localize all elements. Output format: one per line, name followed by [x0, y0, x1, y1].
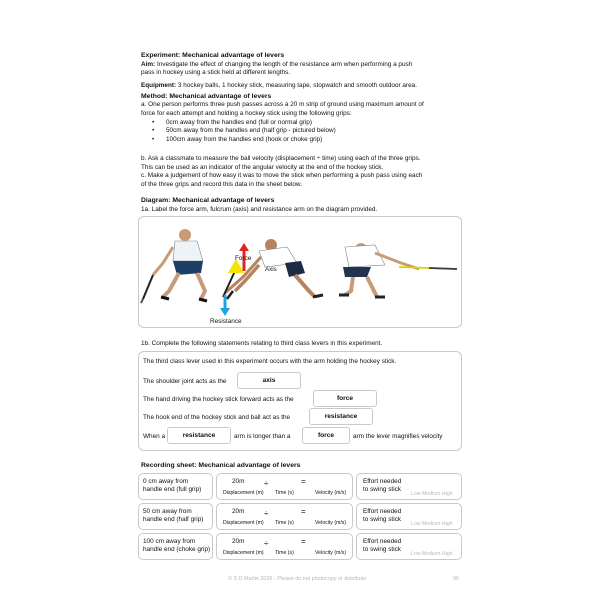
divide-sign: ÷	[264, 509, 269, 518]
grip-label-line-1: 0 cm away from	[143, 478, 189, 485]
equipment-line	[141, 82, 417, 91]
velocity-label: Velocity (m/s)	[315, 490, 347, 496]
method-a-line-2: force for each attempt and holding a hockey stick using the following grips:	[141, 109, 352, 117]
velocity-label: Velocity (m/s)	[315, 520, 347, 526]
time-label: Time (s)	[275, 520, 294, 526]
aim-line-2: pass in hockey using a stick held at different lengths.	[141, 69, 291, 76]
displacement-value: 20m	[232, 478, 245, 485]
answer-box-resistance[interactable]: resistance	[309, 408, 373, 425]
displacement-value: 20m	[232, 538, 245, 545]
axis-label: Axis	[265, 266, 277, 273]
method-title: Method: Mechanical advantage of levers	[141, 93, 272, 100]
effort-scale: Low Medium High	[411, 551, 453, 557]
recording-title: Recording sheet: Mechanical advantage of levers	[141, 462, 301, 469]
diagram-instruction: 1a. Label the force arm, fulcrum (axis) and resistance arm on the diagram provided.	[141, 205, 378, 213]
divide-sign: ÷	[264, 539, 269, 548]
method-b-line-1: b. Ask a classmate to measure the ball velocity (displacement ÷ time) using each of the three grips.	[141, 155, 421, 162]
statement-line-5-suffix: arm the lever magnifies velocity	[353, 433, 443, 440]
velocity-calc-cell[interactable]	[216, 503, 353, 530]
answer-box-force-arm[interactable]: force	[302, 427, 350, 444]
statement-line-1: The third class lever used in this experiment occurs with the arm holding the hockey stick.	[143, 358, 397, 365]
divide-sign: ÷	[264, 479, 269, 488]
statement-line-3-prefix: The hand driving the hockey stick forward acts as the	[143, 396, 294, 403]
displacement-value: 20m	[232, 508, 245, 515]
statements-instruction: 1b. Complete the following statements relating to third class levers in this experiment.	[141, 340, 383, 347]
effort-line-2: to swing stick	[363, 486, 402, 493]
time-label: Time (s)	[275, 490, 294, 496]
experiment-title: Experiment: Mechanical advantage of levers	[141, 52, 285, 59]
effort-cell[interactable]	[356, 503, 462, 530]
equals-sign: =	[301, 507, 306, 516]
page-number: 95	[453, 576, 459, 582]
effort-cell[interactable]	[356, 533, 462, 560]
grip-label-line-1: 100 cm away from	[143, 538, 196, 545]
statement-line-2-prefix: The shoulder joint acts as the	[143, 378, 227, 385]
grip-item: • 0cm away from the handles end (full or normal grip)	[152, 119, 336, 127]
statement-line-5-middle: arm is longer than a	[234, 433, 291, 440]
effort-line-2: to swing stick	[363, 516, 402, 523]
method-c-line-1: c. Make a judgement of how easy it was to move the stick when performing a push pass using each	[141, 172, 423, 179]
displacement-label: Displacement (m)	[223, 490, 264, 496]
velocity-calc-cell[interactable]	[216, 473, 353, 500]
resistance-label: Resistance	[210, 318, 242, 325]
force-label: Force	[235, 255, 252, 262]
method-a-line-1: a. One person performs three push passes across a 20 m strip of ground using maximum amount of	[141, 101, 424, 108]
grip-cell	[138, 503, 213, 530]
force-arrow-icon	[239, 243, 249, 251]
diagram-panel	[138, 216, 462, 328]
grip-cell	[138, 533, 213, 560]
player-1-figure	[141, 229, 207, 303]
effort-line-1: Effort needed	[363, 478, 402, 485]
answer-box-axis[interactable]: axis	[237, 372, 301, 389]
method-c-line-2: of the three grips and record this data in the sheet below.	[141, 180, 302, 188]
displacement-label: Displacement (m)	[223, 550, 264, 556]
effort-line-1: Effort needed	[363, 508, 402, 515]
grip-label-line-2: handle end (full grip)	[143, 486, 202, 493]
equipment-text: 3 hockey balls, 1 hockey stick, measuring tape, stopwatch and smooth outdoor area.	[176, 82, 418, 89]
grip-label-line-2: handle end (choke grip)	[143, 546, 211, 553]
effort-scale: Low Medium High	[411, 521, 453, 527]
displacement-label: Displacement (m)	[223, 520, 264, 526]
statements-panel	[138, 351, 462, 451]
statement-line-5-prefix: When a	[143, 433, 166, 440]
method-b-line-2: This can be used as an indicator of the angular velocity at the end of the hockey stick.	[141, 163, 384, 171]
statement-line-4-prefix: The hook end of the hockey stick and ball act as the	[143, 414, 291, 421]
player-3-figure	[339, 243, 457, 297]
aim-label: Aim:	[141, 61, 156, 68]
answer-box-resistance-arm[interactable]: resistance	[167, 427, 231, 444]
hockey-players-illustration	[139, 217, 461, 327]
effort-line-2: to swing stick	[363, 546, 402, 553]
velocity-calc-cell[interactable]	[216, 533, 353, 560]
copyright-notice: © S D Martin 2026 - Please do not photocopy or distribute	[228, 576, 367, 582]
grip-item: • 50cm away from the handles end (half grip - pictured below)	[152, 127, 336, 135]
time-label: Time (s)	[275, 550, 294, 556]
grip-label-line-1: 50 cm away from	[143, 508, 192, 515]
effort-cell[interactable]	[356, 473, 462, 500]
effort-line-1: Effort needed	[363, 538, 402, 545]
grip-cell	[138, 473, 213, 500]
effort-scale: Low Medium High	[411, 491, 453, 497]
equipment-label: Equipment:	[141, 82, 177, 89]
equals-sign: =	[301, 477, 306, 486]
velocity-label: Velocity (m/s)	[315, 550, 347, 556]
resistance-arrow-icon	[220, 308, 230, 316]
grip-label-line-2: handle end (half grip)	[143, 516, 204, 523]
diagram-title: Diagram: Mechanical advantage of levers	[141, 197, 275, 204]
equals-sign: =	[301, 537, 306, 546]
aim-text: Investigate the effect of changing the length of the resistance arm when performing a push	[155, 61, 413, 68]
grip-list	[152, 119, 336, 144]
answer-box-force[interactable]: force	[313, 390, 377, 407]
grip-item: • 100cm away from the handles end (hook or choke grip)	[152, 136, 336, 144]
